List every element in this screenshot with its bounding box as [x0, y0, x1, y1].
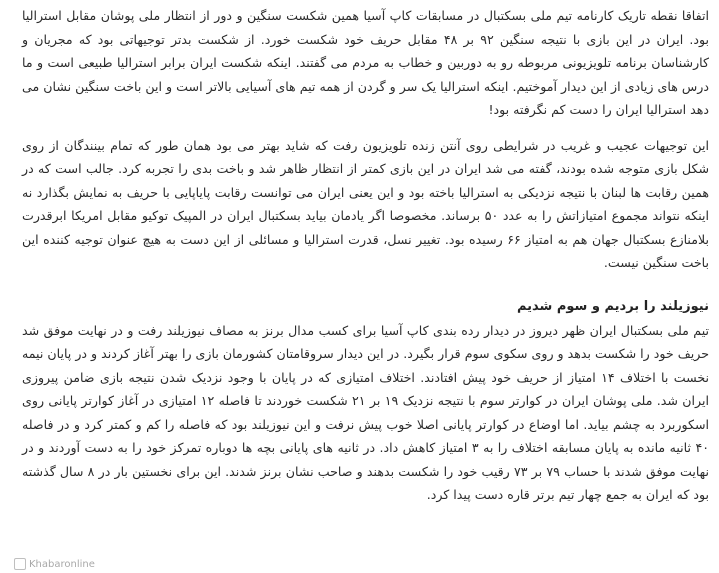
logo-mark-icon: [14, 558, 26, 570]
section-heading: نیوزیلند را بردیم و سوم شدیم: [516, 298, 709, 314]
paragraph-3: تیم ملی بسکتبال ایران ظهر دیروز در دیدار رده بندی کاپ آسیا برای کسب مدال برنز به مصاف نیوزیلند رفت و در نهایت موفق شد حریف خود را شکست بدهد و روی سکوی سوم قرار بگیرد. در این دیدار سروقامتان کشورمان بازی را بهتر آغاز کردند و در پایان نیمه نخست با اختلاف ۱۴ امتیاز از حریف خود پیش افتادند. اختلاف امتیازی که در پایان با وجود نزدیک شدن نتیجه بازی ضامن پیروزی ایران شد. ملی پوشان ایران در کوارتر سوم با نتیجه نزدیک ۱۹ بر ۲۱ شکست خوردند تا فاصله ۱۲ امتیازی در آغاز کوارتر پایانی روی اسکوربرد به چشم بیاید. اما اوضاع در کوارتر پایانی اصلا خوب پیش نرفت و این نیوزیلند بود که فاصله را کم و کمتر کرد و در فاصله ۴۰ ثانیه مانده به پایان مسابقه اختلاف را به ۳ امتیاز کاهش داد. در ثانیه های پایانی بچه ها دوباره تمرکز خود را به دست آوردند و در نهایت موفق شدند با حساب ۷۹ بر ۷۳ رقیب خود را شکست بدهند و صاحب نشان برنز شدند. این برای نخستین بار در ۸ سال گذشته بود که ایران به جمع چهار تیم برتر قاره دست پیدا کرد.: [22, 322, 710, 502]
paragraph-2: این توجیهات عجیب و غریب در شرایطی روی آنتن زنده تلویزیون رفت که شاید بهتر می بود همان طور که تمام بینندگان از روی شکل بازی متوجه شده بودند، گفته می شد ایران در این بازی کمتر از انتظار ظاهر شد و باخت بدی را تجربه کرد. جالب است که در همین رقابت ها لبنان با نتیجه نزدیکی به استرالیا باخته بود و این یعنی ایران می توانست رقابت پایاپایی با حریف به نمایش بگذارد نه اینکه نتواند مجموع امتیازاتش را به عدد ۵۰ برساند. مخصوصا اگر یادمان بیاید بسکتبال ایران در المپیک توکیو مقابل امریکا ابرقدرت بلامنازع بسکتبال جهان هم به امتیاز ۶۶ رسیده بود. تغییر نسل، قدرت استرالیا و مسائلی از این دست به هیچ عنوان توجیه کننده این باخت سنگین نیست.: [22, 137, 709, 270]
paragraph-1: اتفاقا نقطه تاریک کارنامه تیم ملی بسکتبال در مسابقات کاپ آسیا همین شکست سنگین و دور از انتظار ملی پوشان مقابل استرالیا بود. ایران در این بازی با نتیجه سنگین ۹۲ بر ۴۸ مقابل حریف خود شکست خورد. از شکست بدتر توجیهاتی بود که مجریان و کارشناسان برنامه تلویزیونی مربوطه رو به دوربین و خطاب به مردم می گفتند. اینکه شکست ایران برابر استرالیا طبیعی است و ما درس های زیادی از این دیدار آموختیم. اینکه استرالیا یک سر و گردن از همه تیم های آسیایی بالاتر است و این باخت سنگین نشان می دهد استرالیا ایران را دست کم نگرفته بود!: [22, 8, 709, 117]
article-body: [22, 4, 709, 507]
watermark-logo: [14, 558, 95, 570]
watermark-text: Khabaronline: [29, 559, 95, 570]
